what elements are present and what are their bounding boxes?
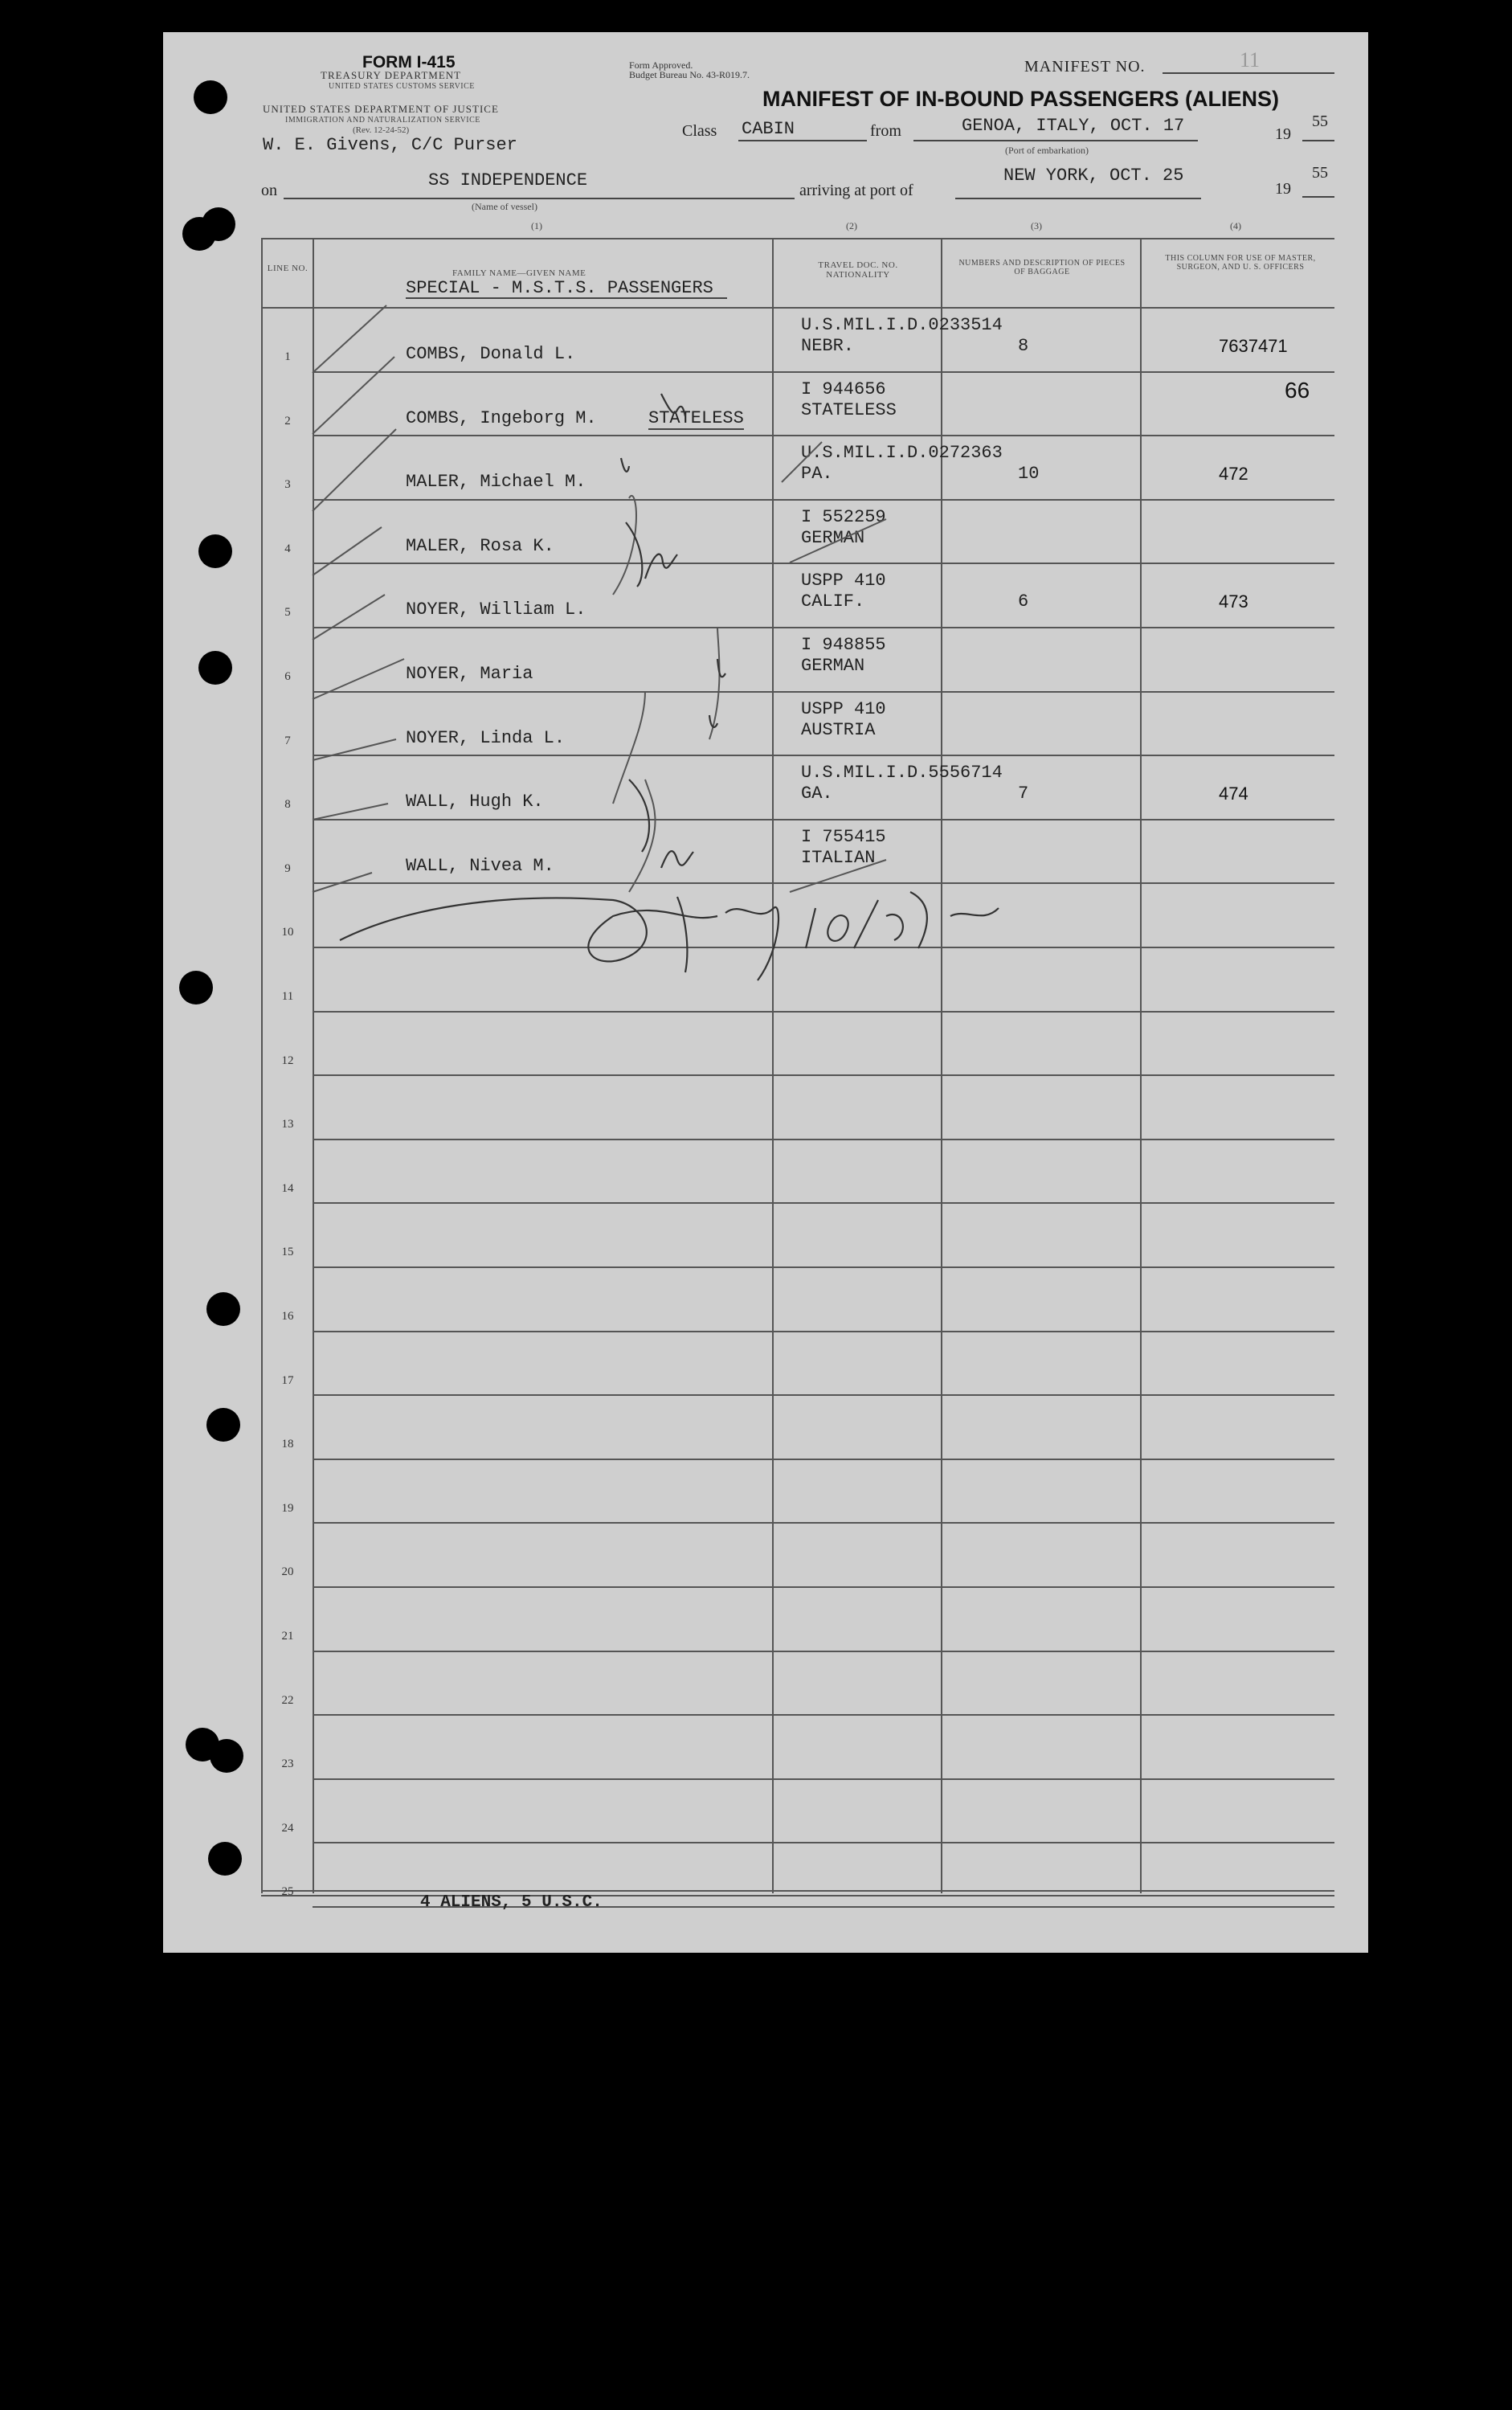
manifest-no-value: 11 (1240, 48, 1261, 72)
budget-bureau: Budget Bureau No. 43-R019.7. (629, 69, 750, 80)
footer-total: 4 ALIENS, 5 U.S.C. (420, 1893, 603, 1912)
header-officers: THIS COLUMN FOR USE OF MASTER, SURGEON, AND U. S. OFFICERS (1165, 254, 1316, 272)
vessel-name: SS INDEPENDENCE (428, 170, 588, 190)
manifest-title: MANIFEST OF IN-BOUND PASSENGERS (ALIENS) (762, 87, 1280, 111)
travel-doc-number: I 948855 (801, 635, 886, 655)
line-number: 10 (281, 926, 294, 939)
col-num-1: (1) (531, 220, 542, 231)
travel-doc-number: U.S.MIL.I.D.0272363 (801, 443, 1003, 463)
passenger-name: MALER, Rosa K. (406, 536, 554, 556)
col-num-4: (4) (1230, 220, 1241, 231)
customs-service: UNITED STATES CUSTOMS SERVICE (329, 82, 475, 91)
officer-entry: 474 (1219, 784, 1248, 804)
officer-entry: 472 (1219, 464, 1248, 484)
travel-doc-number: I 944656 (801, 379, 886, 399)
nationality: PA. (801, 464, 833, 484)
baggage-count: 8 (1018, 336, 1029, 356)
travel-doc-number: I 755415 (801, 827, 886, 847)
col-num-3: (3) (1031, 220, 1042, 231)
passenger-name: NOYER, Maria (406, 664, 533, 684)
line-number: 9 (284, 862, 291, 875)
arriving-label: arriving at port of (799, 182, 913, 199)
line-number: 20 (281, 1565, 294, 1578)
passenger-name: NOYER, Linda L. (406, 728, 566, 748)
nationality: CALIF. (801, 591, 865, 612)
nationality: GERMAN (801, 656, 865, 676)
vessel-caption: (Name of vessel) (472, 201, 537, 212)
line-number: 23 (281, 1757, 294, 1770)
justice-dept: UNITED STATES DEPARTMENT OF JUSTICE (263, 103, 499, 115)
line-number: 12 (281, 1054, 294, 1067)
form-number: FORM I-415 (362, 53, 456, 72)
year-1: 55 (1312, 113, 1328, 130)
year-2: 55 (1312, 164, 1328, 182)
treasury-dept: TREASURY DEPARTMENT (321, 69, 462, 81)
header-name: FAMILY NAME—GIVEN NAME (452, 268, 586, 278)
header-line-no: LINE NO. (267, 264, 309, 273)
line-number: 14 (281, 1182, 294, 1195)
baggage-count: 10 (1018, 464, 1040, 484)
line-number: 7 (284, 734, 291, 747)
nationality: ITALIAN (801, 848, 876, 868)
nationality: AUSTRIA (801, 720, 876, 740)
passenger-name: COMBS, Ingeborg M. (406, 408, 597, 428)
line-number: 13 (281, 1118, 294, 1131)
officer-entry: 66 (1285, 378, 1310, 403)
baggage-count: 6 (1018, 591, 1029, 612)
line-number: 18 (281, 1438, 294, 1451)
port-of-arrival: NEW YORK, OCT. 25 (1003, 166, 1184, 186)
port-caption: (Port of embarkation) (1005, 145, 1089, 156)
line-number: 17 (281, 1374, 294, 1387)
line-number: 3 (284, 478, 291, 491)
travel-doc-number: U.S.MIL.I.D.5556714 (801, 763, 1003, 783)
travel-doc-number: U.S.MIL.I.D.0233514 (801, 315, 1003, 335)
line-number: 5 (284, 606, 291, 619)
line-number: 1 (284, 350, 291, 363)
col-num-2: (2) (846, 220, 857, 231)
line-number: 22 (281, 1694, 294, 1707)
header-baggage: NUMBERS AND DESCRIPTION OF PIECES OF BAGGAGE (958, 259, 1126, 276)
nationality: STATELESS (801, 400, 897, 420)
nationality: GA. (801, 784, 833, 804)
line-number: 16 (281, 1310, 294, 1323)
line-number: 19 (281, 1502, 294, 1515)
line-number: 24 (281, 1822, 294, 1835)
baggage-count: 7 (1018, 784, 1029, 804)
passenger-name: WALL, Hugh K. (406, 792, 544, 812)
line-number: 6 (284, 670, 291, 683)
nationality: NEBR. (801, 336, 855, 356)
nationality-note: STATELESS (648, 408, 744, 428)
passenger-name: COMBS, Donald L. (406, 344, 576, 364)
manifest-sheet (163, 32, 1368, 1953)
passenger-name: MALER, Michael M. (406, 472, 586, 492)
passenger-name: WALL, Nivea M. (406, 856, 554, 876)
travel-doc-number: I 552259 (801, 507, 886, 527)
line-number: 8 (284, 798, 291, 811)
line-number: 2 (284, 415, 291, 428)
group-heading: SPECIAL - M.S.T.S. PASSENGERS (406, 278, 713, 298)
revision-date: (Rev. 12-24-52) (353, 125, 410, 135)
year-prefix-1: 19 (1275, 125, 1291, 143)
on-label: on (261, 182, 277, 199)
from-label: from (870, 122, 901, 140)
line-number: 21 (281, 1630, 294, 1643)
passenger-name: NOYER, William L. (406, 599, 586, 620)
line-number: 25 (281, 1885, 294, 1898)
port-of-embarkation: GENOA, ITALY, OCT. 17 (962, 116, 1185, 136)
signer: W. E. Givens, C/C Purser (263, 135, 517, 155)
line-number: 4 (284, 542, 291, 555)
ins-service: IMMIGRATION AND NATURALIZATION SERVICE (285, 116, 480, 125)
header-travel-doc: TRAVEL DOC. NO. NATIONALITY (818, 260, 898, 280)
line-number: 15 (281, 1246, 294, 1258)
manifest-no-label: MANIFEST NO. (1024, 58, 1146, 76)
line-number: 11 (281, 990, 294, 1003)
handwriting-marks (163, 32, 1368, 1953)
officer-entry: 7637471 (1219, 336, 1288, 356)
class-label: Class (682, 122, 717, 140)
year-prefix-2: 19 (1275, 180, 1291, 198)
officer-entry: 473 (1219, 591, 1248, 612)
travel-doc-number: USPP 410 (801, 699, 886, 719)
travel-doc-number: USPP 410 (801, 571, 886, 591)
nationality: GERMAN (801, 528, 865, 548)
class-value: CABIN (742, 119, 795, 139)
form-approved: Form Approved. (629, 59, 693, 71)
